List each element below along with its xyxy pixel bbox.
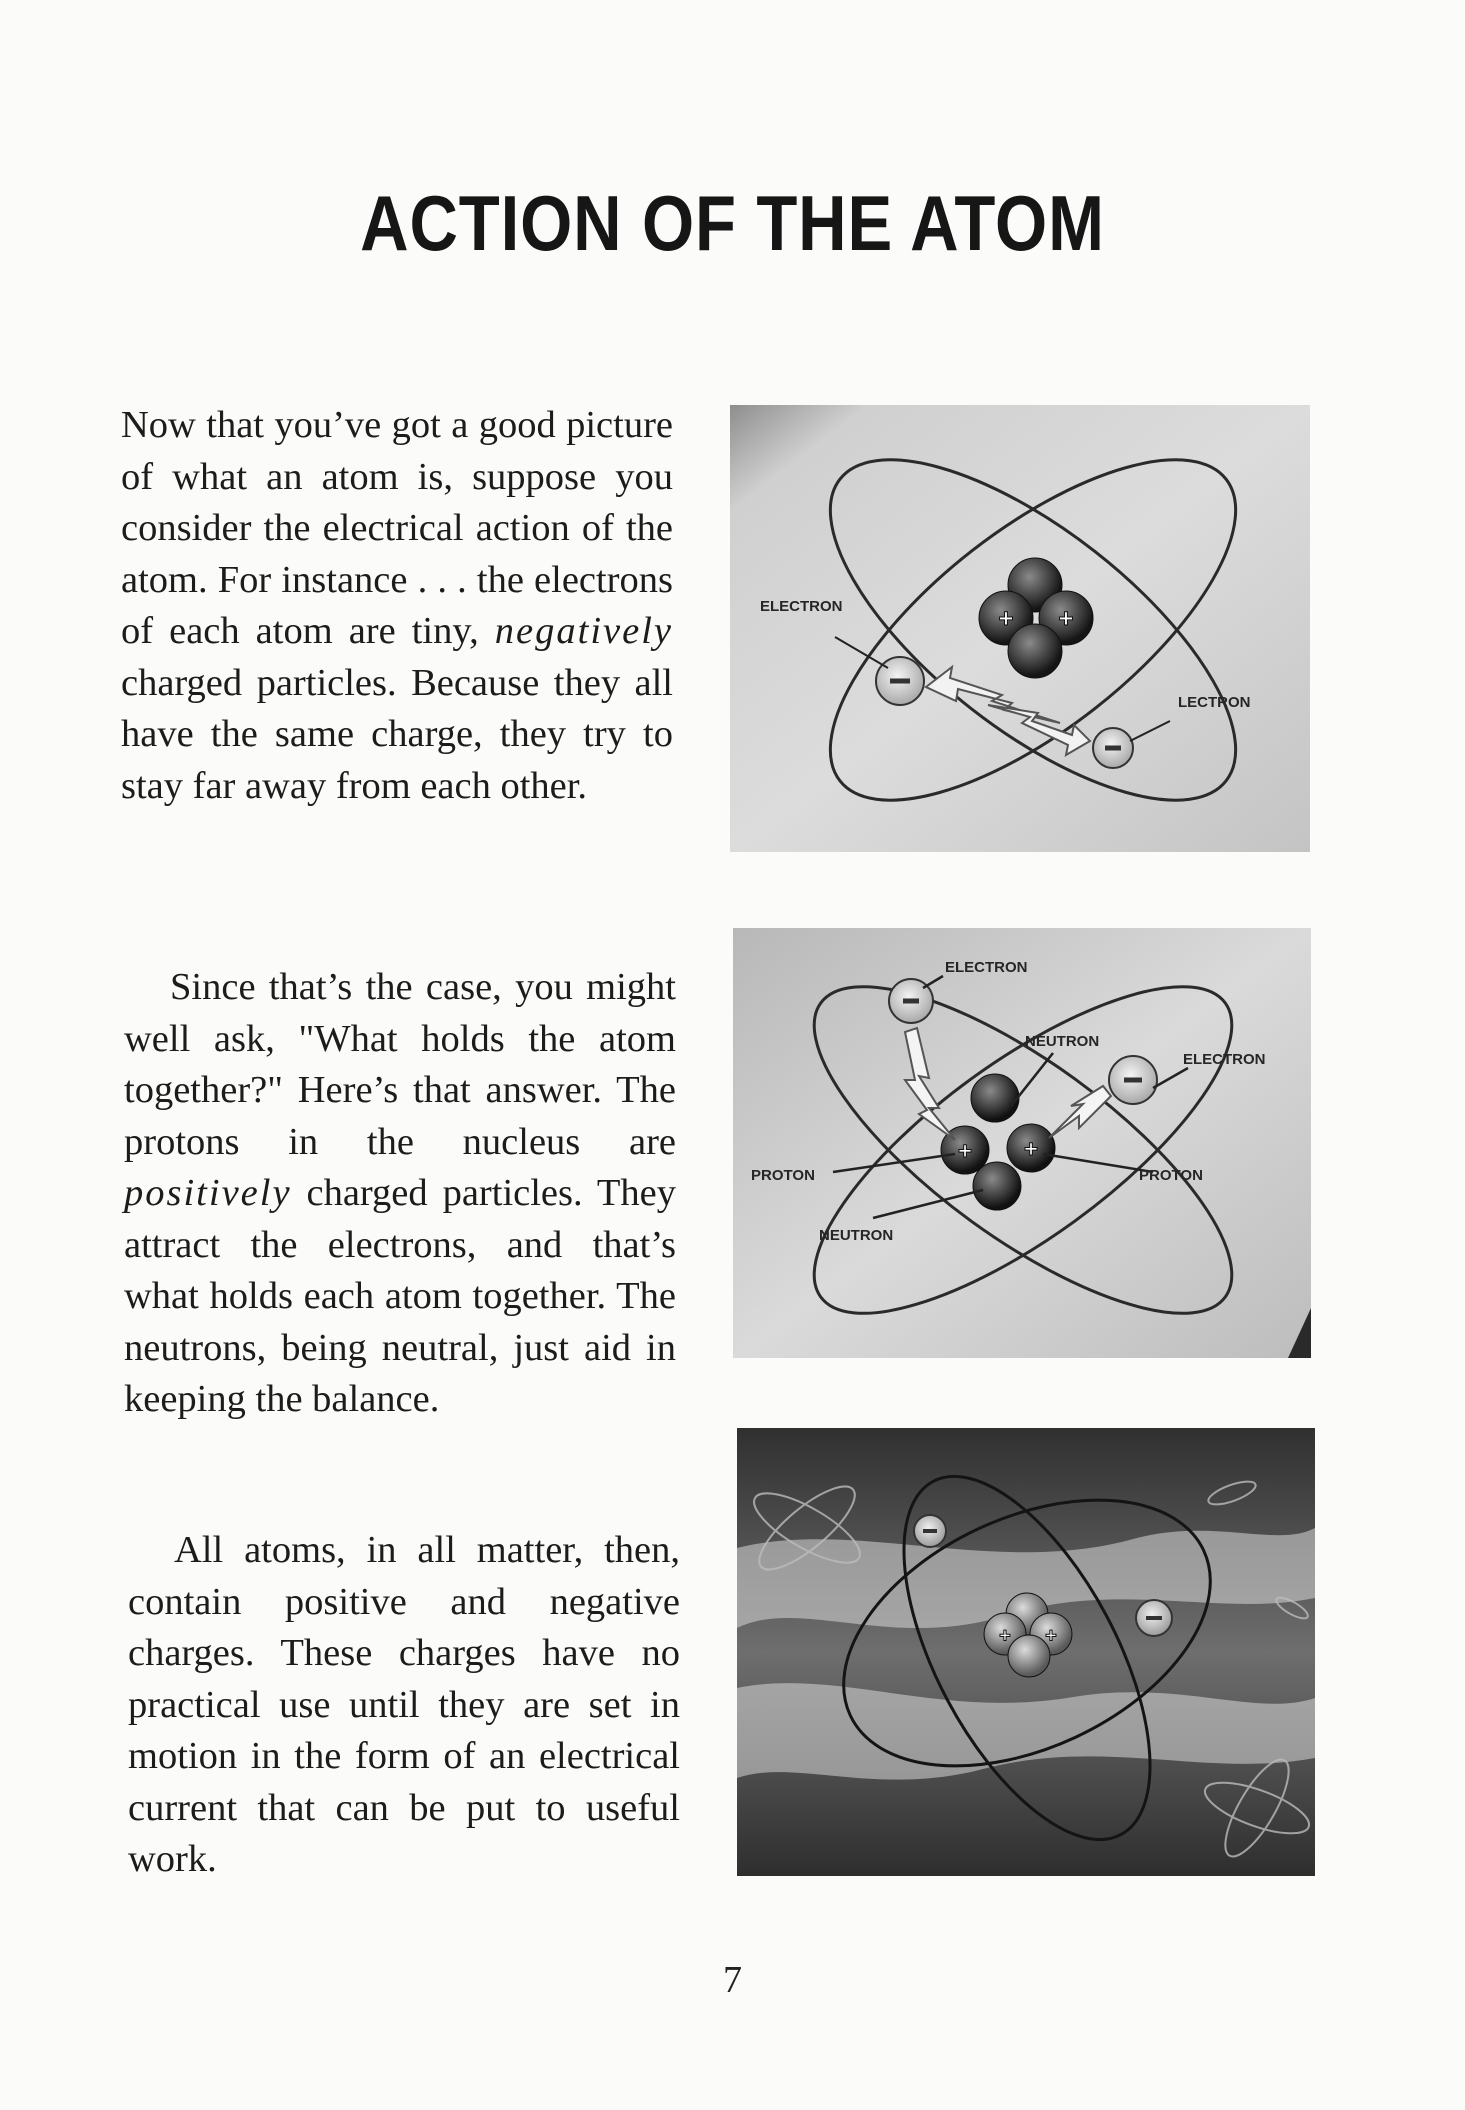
- atom-structure-diagram: [733, 928, 1311, 1358]
- paragraph-electrons: [121, 400, 673, 812]
- page-title: ACTION OF THE ATOM: [360, 179, 1105, 267]
- label-electron-left: ELECTRON: [760, 598, 843, 615]
- label-proton-left: PROTON: [751, 1167, 815, 1184]
- svg-text:+: +: [1023, 1136, 1039, 1163]
- label-neutron-top: NEUTRON: [1025, 1033, 1100, 1050]
- label-neutron-bottom: NEUTRON: [819, 1227, 894, 1244]
- label-proton-right: PROTON: [1139, 1167, 1203, 1184]
- atoms-in-matter-figure: [737, 1428, 1315, 1876]
- paragraph-2-text-after: charged particles. They attract the electrons, and that’s what holds each atom together. The neutrons, being neutral, just aid in keeping the balance.: [124, 1172, 676, 1420]
- atom-electrons-figure: [730, 405, 1310, 852]
- label-electron-right: ELECTRON: [1183, 1051, 1266, 1068]
- electron-right: [1136, 1600, 1172, 1636]
- svg-text:+: +: [999, 1625, 1011, 1647]
- atom-structure-figure: [733, 928, 1311, 1358]
- atoms-in-matter-illustration: [737, 1428, 1315, 1876]
- svg-text:+: +: [1045, 1625, 1057, 1647]
- paragraph-1-text-before: Now that you’ve got a good picture of what an atom is, suppose you consider the electrical action of the atom. For instance . . . the electrons of each atom are tiny,: [121, 404, 673, 652]
- paragraph-protons: [124, 962, 676, 1426]
- label-electron-right: LECTRON: [1178, 694, 1251, 711]
- paragraph-3-text: All atoms, in all matter, then, contain positive and negative charges. These charges have no practical use until they are set in motion in the form of an electrical current that can be put to useful work.: [128, 1529, 680, 1880]
- svg-text:+: +: [957, 1138, 973, 1165]
- electron-right: [1093, 728, 1133, 768]
- paragraph-2-emphasis: positively: [124, 1172, 292, 1214]
- electron-right: [1109, 1056, 1157, 1104]
- label-electron-top: ELECTRON: [945, 959, 1028, 976]
- paragraph-charges: [128, 1525, 680, 1886]
- electron-top: [914, 1515, 946, 1547]
- svg-text:+: +: [1058, 603, 1074, 633]
- page-number: 7: [723, 1959, 742, 2001]
- paragraph-1-emphasis: negatively: [494, 610, 673, 652]
- paragraph-2-text-before: Since that’s the case, you might well ask, "What holds the atom together?" Here’s that answer. The protons in the nucleus are: [124, 966, 676, 1163]
- paragraph-1-text-after: charged particles. Because they all have the same charge, they try to stay far away from each other.: [121, 661, 673, 807]
- atom-electrons-diagram: [730, 405, 1310, 852]
- svg-text:+: +: [998, 603, 1014, 633]
